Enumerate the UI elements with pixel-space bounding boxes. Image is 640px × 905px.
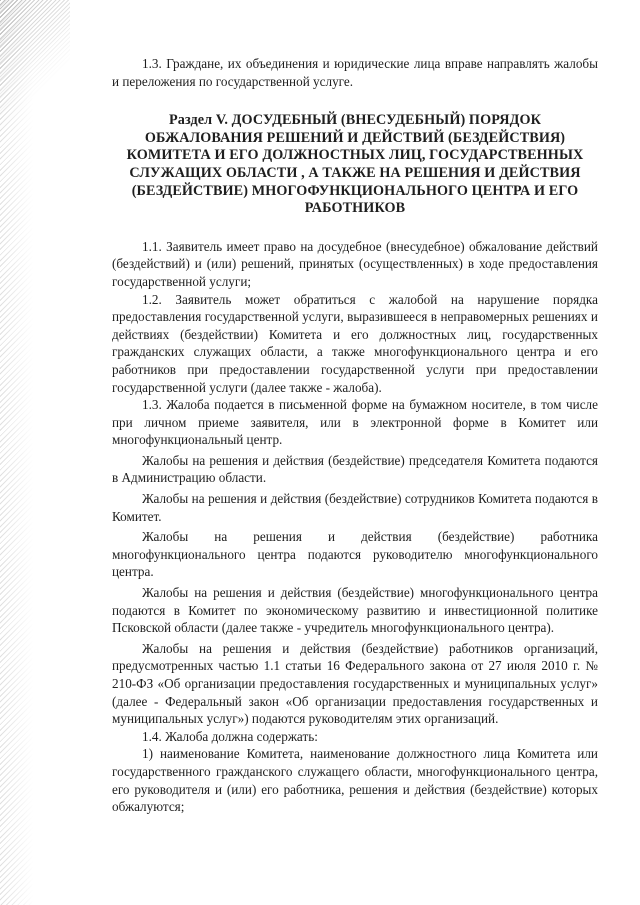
document-page (112, 55, 598, 816)
paragraph-mfc-complaints: Жалобы на решения и действия (бездействие) многофункционального центра подаются в Комитет по экономическому развитию и инвестиционной политике Псковской области (далее также - учредитель многофункционального центра). (112, 585, 598, 636)
intro-paragraph: 1.3. Граждане, их объединения и юридические лица вправе направлять жалобы и переложения по государственной услуге. (112, 56, 598, 89)
scan-corner-shading (0, 0, 70, 150)
paragraph-staff-complaints: Жалобы на решения и действия (бездействие) сотрудников Комитета подаются в Комитет. (112, 491, 598, 524)
paragraph-1-2: 1.2. Заявитель может обратиться с жалобой на нарушение порядка предоставления государственной услуги, выразившееся в неправомерных решениях и действиях (бездействии) Комитета и его должностных лиц, государственных гражданских служащих области, а также многофункционального центра и его работников при предоставлении государственной услуги при предоставлении государственной услуги (далее также - жалоба). (112, 291, 598, 395)
paragraph-organization-complaints: Жалобы на решения и действия (бездействие) работников организаций, предусмотренных частью 1.1 статьи 16 Федерального закона от 27 июля 2010 г. № 210-ФЗ «Об организации предоставления государственных и муниципальных услуг» (далее - Федеральный закон «Об организации предоставления государственных и муниципальных услуг») подаются руководителям этих организаций. (112, 640, 598, 727)
section-heading: Раздел V. ДОСУДЕБНЫЙ (ВНЕСУДЕБНЫЙ) ПОРЯДОК ОБЖАЛОВАНИЯ РЕШЕНИЙ И ДЕЙСТВИЙ (БЕЗДЕЙСТВИЯ) КОМИТЕТА И ЕГО ДОЛЖНОСТНЫХ ЛИЦ, ГОСУДАРСТВЕННЫХ СЛУЖАЩИХ ОБЛАСТИ , А ТАКЖЕ НА РЕШЕНИЯ И ДЕЙСТВИЯ (БЕЗДЕЙСТВИЕ) МНОГОФУНКЦИОНАЛЬНОГО ЦЕНТРА И ЕГО РАБОТНИКОВ (126, 112, 584, 217)
paragraph-1-1: 1.1. Заявитель имеет право на досудебное (внесудебное) обжалование действий (бездействий) и (или) решений, принятых (осуществленных) в ходе предоставления государственной услуги; (112, 238, 598, 289)
paragraph-1-4-item-1: 1) наименование Комитета, наименование должностного лица Комитета или государственного гражданского служащего области, многофункционального центра, его руководителя и (или) его работника, решения и действия (бездействие) которых обжалуются; (112, 746, 598, 815)
paragraph-chairman-complaints: Жалобы на решения и действия (бездействие) председателя Комитета подаются в Администрацию области. (112, 452, 598, 486)
paragraph-1-3: 1.3. Жалоба подается в письменной форме на бумажном носителе, в том числе при личном приеме заявителя, или в электронной форме в Комитет или многофункциональный центр. (112, 397, 598, 448)
paragraph-mfc-worker-complaints: Жалобы на решения и действия (бездействие) работника многофункционального центра подаются руководителю многофункционального центра. (112, 529, 598, 580)
paragraph-1-4: 1.4. Жалоба должна содержать: (142, 728, 318, 744)
